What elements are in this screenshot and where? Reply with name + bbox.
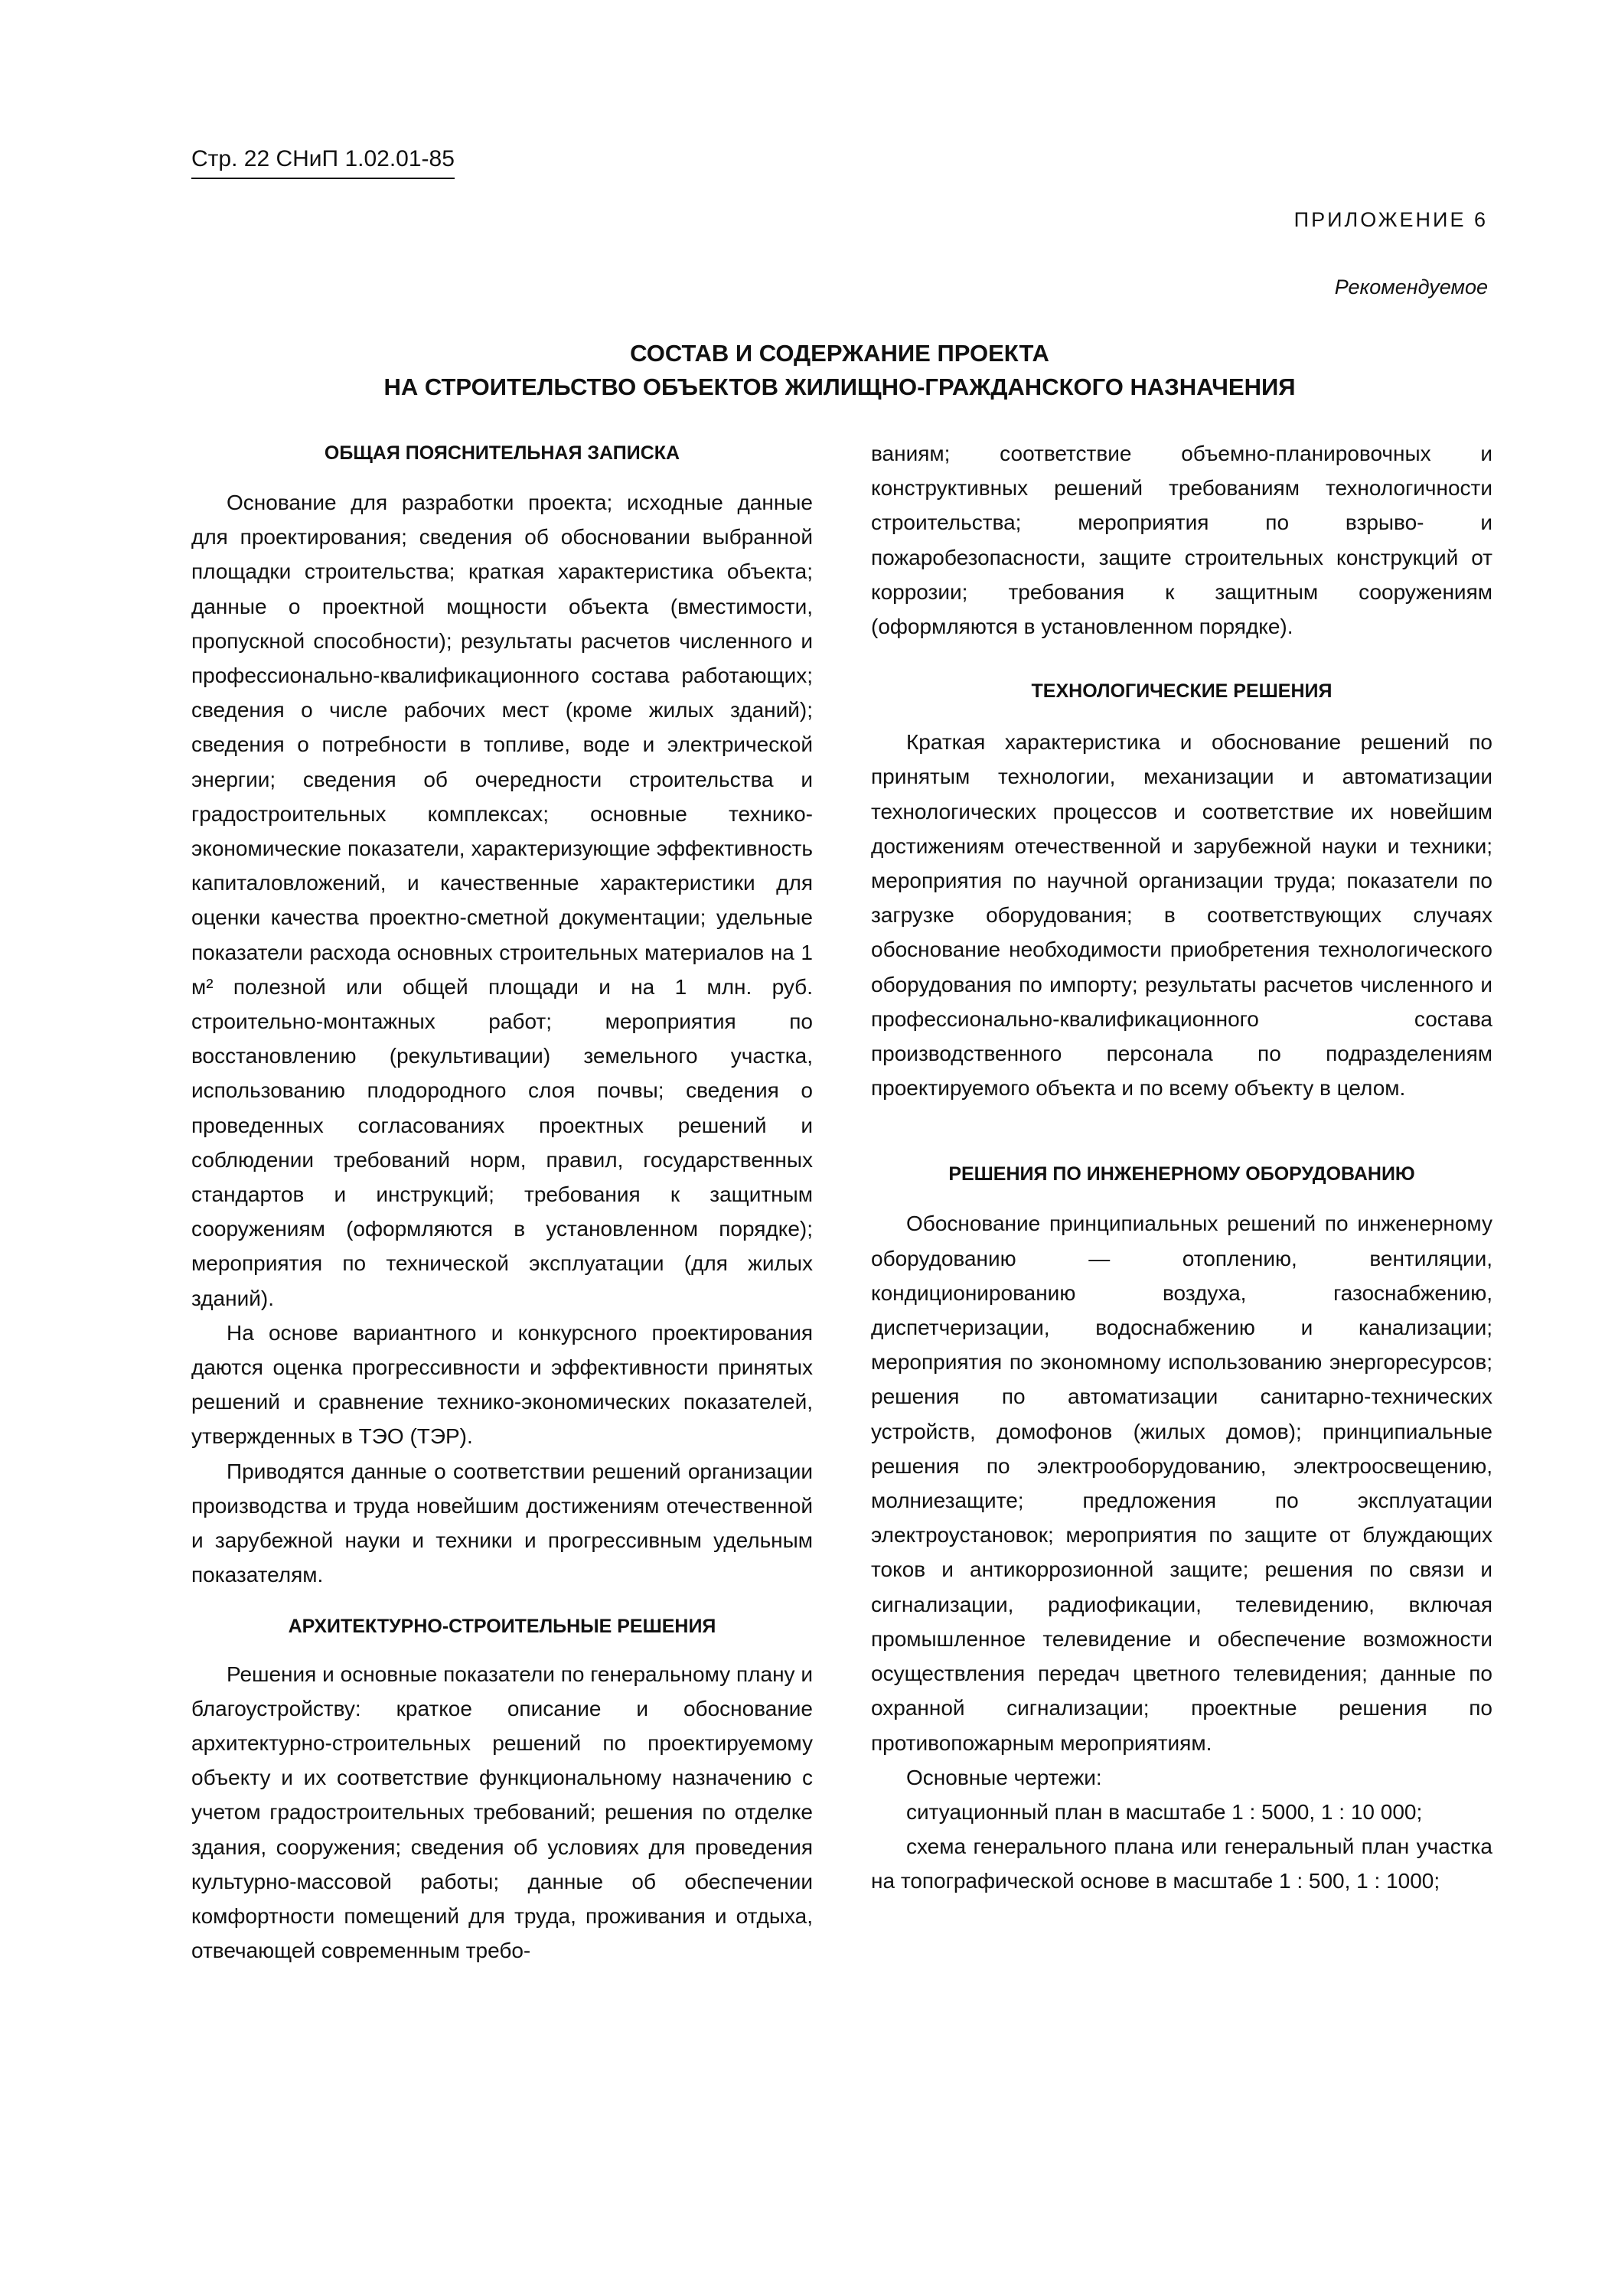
technological-paragraph: Краткая характеристика и обоснование решений по принятым технологии, механизации и автоматизации технологических процессов и соответствие их новейшим достижениям отечественной и зарубежной науки и техники; мероприятия по научной организации труда; показатели по загрузке оборудования; в соответствующих случаях обоснование необходимости приобретения технологического оборудования по импорту; результаты расчетов численного и профессионально-квалификационного состава производственного персонала по подразделениям проектируемого объекта и по всему объекту в целом. <box>871 730 1492 1101</box>
drawings-label: Основные чертежи: <box>906 1765 1102 1789</box>
heading-engineering: РЕШЕНИЯ ПО ИНЖЕНЕРНОМУ ОБОРУДОВАНИЮ <box>948 1163 1415 1186</box>
document-title-line-2: НА СТРОИТЕЛЬСТВО ОБЪЕКТОВ ЖИЛИЩНО-ГРАЖДАНСКОГО НАЗНАЧЕНИЯ <box>383 373 1296 400</box>
explanatory-note-paragraph-1: Основание для разработки проекта; исходные данные для проектирования; сведения об обосновании выбранной площадки строительства; краткая характеристика объекта; данные о проектной мощности объекта (вместимости, пропускной способности); результаты расчетов численного и профессионально-квалификационного состава работающих; сведения о числе рабочих мест (кроме жилых зданий); сведения о потребности в топливе, воде и электрической энергии; сведения об очередности строительства и градостроительных комплексах; основные технико-экономические показатели, характеризующие эффективность капиталовложений, и качественные характеристики для оценки качества проектно-сметной документации; удельные показатели расхода основных строительных материалов на 1 м² полезной или общей площади и на 1 млн. руб. строительно-монтажных работ; мероприятия по восстановлению (рекультивации) земельного участка, использованию плодородного слоя почвы; сведения о проведенных согласованиях проектных решений и соблюдении требований норм, правил, государственных стандартов и инструкций; требования к защитным сооружениям (оформляются в установленном порядке); мероприятия по технической эксплуатации (для жилых зданий). <box>191 491 813 1310</box>
document-title <box>191 337 1488 404</box>
drawing-item-2: схема генерального плана или генеральный план участка на топографической основе в масштабе 1 : 500, 1 : 1000; <box>871 1835 1492 1893</box>
document-title-line-1: СОСТАВ И СОДЕРЖАНИЕ ПРОЕКТА <box>630 340 1049 367</box>
engineering-paragraph: Обоснование принципиальных решений по инженерному оборудованию — отоплению, вентиляции, кондиционированию воздуха, газоснабжению, диспетчеризации, водоснабжению и канализации; мероприятия по экономному использованию энергоресурсов; решения по автоматизации санитарно-технических устройств, домофонов (жилых домов); принципиальные решения по электрооборудованию, электроосвещению, молниезащите; предложения по эксплуатации электроустановок; мероприятия по защите от блуждающих токов и антикоррозионной защите; решения по связи и сигнализации, радиофикации, телевидению, включая промышленное телевидение и обеспечение возможности осуществления передач цветного телевидения; данные по охранной сигнализации; проектные решения по противопожарным мероприятиям. <box>871 1212 1492 1755</box>
architectural-continued-paragraph: ваниям; соответствие объемно-планировочных и конструктивных решений требованиям технологичности строительства; мероприятия по взрыво- и пожаробезопасности, защите строительных конструкций от коррозии; требования к защитным сооружениям (оформляются в установленном порядке). <box>871 442 1492 639</box>
explanatory-note-paragraph-3: Приводятся данные о соответствии решений организации производства и труда новейшим достижениям отечественной и зарубежной науки и техники и прогрессивным удельным показателям. <box>191 1459 813 1587</box>
heading-technological: ТЕХНОЛОГИЧЕСКИЕ РЕШЕНИЯ <box>1031 680 1333 703</box>
right-column <box>871 436 1492 1899</box>
appendix-label: ПРИЛОЖЕНИЕ 6 <box>1293 208 1488 231</box>
heading-explanatory-note: ОБЩАЯ ПОЯСНИТЕЛЬНАЯ ЗАПИСКА <box>324 442 680 464</box>
explanatory-note-paragraph-2: На основе вариантного и конкурсного проектирования даются оценка прогрессивности и эффективности принятых решений и сравнение технико-экономических показателей, утвержденных в ТЭО (ТЭР). <box>191 1320 813 1449</box>
drawing-item-1: ситуационный план в масштабе 1 : 5000, 1 : 10 000; <box>906 1799 1423 1824</box>
architectural-paragraph: Решения и основные показатели по генеральному плану и благоустройству: краткое описание и обоснование архитектурно-строительных решений по проектируемому объекту и их соответствие функциональному назначению с учетом градостроительных требований; решения по отделке здания, сооружения; сведения об условиях для проведения культурно-массовой работы; данные об обеспечении комфортности помещений для труда, проживания и отдыха, отвечающей современным требо- <box>191 1662 813 1963</box>
page-header: Стр. 22 СНиП 1.02.01-85 <box>191 145 455 179</box>
recommended-status: Рекомендуемое <box>1334 276 1488 298</box>
heading-architectural: АРХИТЕКТУРНО-СТРОИТЕЛЬНЫЕ РЕШЕНИЯ <box>288 1615 716 1637</box>
left-column <box>191 436 813 1968</box>
